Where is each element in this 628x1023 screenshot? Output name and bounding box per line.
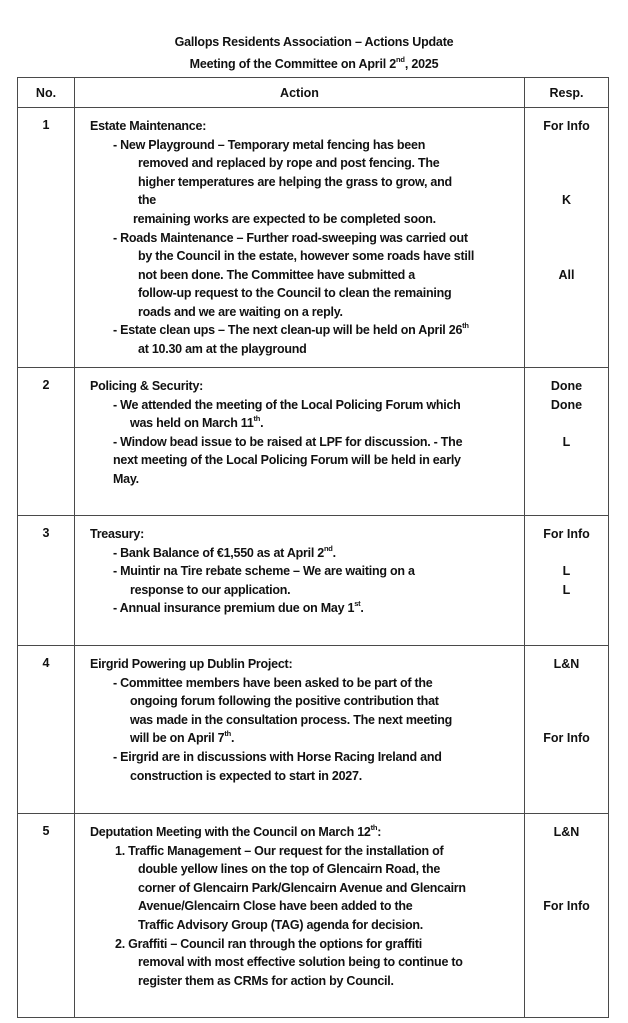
resp-cell: [525, 814, 609, 1018]
action-line: at 10.30 am at the playground: [138, 342, 307, 356]
resp-value: Done: [550, 398, 583, 412]
ordinal-sup: th: [224, 728, 231, 738]
action-line: - New Playground – Temporary metal fencing has been: [113, 138, 426, 152]
action-heading: Treasury:: [90, 527, 145, 541]
resp-value: For Info: [543, 899, 590, 913]
row-number-text: 2: [42, 378, 50, 392]
table-row: [18, 108, 609, 368]
meeting-subtitle: [0, 54, 628, 71]
action-line-text: - Annual insurance premium due on May 1: [113, 601, 355, 615]
punctuation: .: [360, 601, 364, 615]
punctuation: .: [230, 731, 235, 745]
row-number-text: 4: [42, 656, 50, 670]
action-cell: [75, 368, 525, 516]
action-line: not been done. The Committee have submitted a: [138, 268, 415, 282]
action-line: - We attended the meeting of the Local Policing Forum which: [113, 398, 461, 412]
resp-cell: [525, 108, 609, 368]
ordinal-sup: st: [354, 598, 361, 608]
punctuation: .: [260, 416, 264, 430]
action-line: follow-up request to the Council to clean the remaining: [138, 286, 452, 300]
action-line: - Eirgrid are in discussions with Horse Racing Ireland and: [113, 750, 442, 764]
row-number: [18, 814, 75, 1018]
resp-value: L&N: [553, 825, 580, 839]
action-line: remaining works are expected to be completed soon.: [133, 212, 436, 226]
row-number: [18, 108, 75, 368]
action-line: [130, 414, 263, 432]
action-line: roads and we are waiting on a reply.: [138, 305, 343, 319]
resp-value: L: [562, 564, 571, 578]
resp-cell: [525, 368, 609, 516]
row-number-text: 1: [42, 118, 50, 132]
action-line: next meeting of the Local Policing Forum will be held in early: [113, 453, 461, 467]
action-line: - Committee members have been asked to be part of the: [113, 676, 433, 690]
header-action: Action: [75, 78, 525, 108]
action-line: ongoing forum following the positive contribution that: [130, 694, 439, 708]
action-line: - Muintir na Tire rebate scheme – We are waiting on a: [113, 564, 415, 578]
heading-text: Deputation Meeting with the Council on March 12: [90, 825, 371, 839]
action-line: [113, 599, 364, 617]
action-line-text: was held on March 11: [130, 416, 254, 430]
action-line: response to our application.: [130, 583, 291, 597]
resp-value: For Info: [543, 731, 590, 745]
header-resp: Resp.: [525, 78, 609, 108]
resp-value: Done: [550, 379, 583, 393]
action-line: higher temperatures are helping the grass to grow, and: [138, 175, 452, 189]
table-row: [18, 646, 609, 814]
actions-table: [17, 77, 609, 1018]
resp-cell: [525, 516, 609, 646]
action-line-text: will be on April 7: [130, 731, 225, 745]
action-line: Avenue/Glencairn Close have been added to the: [138, 899, 413, 913]
header-no: No.: [18, 78, 75, 108]
punctuation: .: [332, 546, 336, 560]
ordinal-sup: th: [462, 320, 469, 330]
table-row: [18, 368, 609, 516]
action-line: was made in the consultation process. The next meeting: [130, 713, 452, 727]
action-line: removed and replaced by rope and post fencing. The: [138, 156, 440, 170]
action-line: [113, 321, 469, 339]
row-number: [18, 516, 75, 646]
action-line: [130, 729, 234, 747]
ordinal-sup: th: [370, 822, 378, 832]
action-cell: [75, 108, 525, 368]
action-heading: Eirgrid Powering up Dublin Project:: [90, 657, 293, 671]
resp-value: All: [558, 268, 575, 282]
action-heading: Estate Maintenance:: [90, 119, 207, 133]
action-line: removal with most effective solution being to continue to: [138, 955, 463, 969]
action-line-text: - Bank Balance of €1,550 as at April 2: [113, 546, 324, 560]
action-cell: [75, 814, 525, 1018]
subtitle-text: Meeting of the Committee on April 2: [189, 57, 397, 71]
action-cell: [75, 516, 525, 646]
table-row: [18, 814, 609, 1018]
document-title: Gallops Residents Association – Actions Update: [174, 35, 454, 49]
resp-value: L&N: [553, 657, 580, 671]
action-line: - Window bead issue to be raised at LPF for discussion. - The: [113, 435, 463, 449]
table-row: [18, 516, 609, 646]
action-line: construction is expected to start in 2027.: [130, 769, 362, 783]
ordinal-sup: th: [253, 413, 261, 423]
action-line: - Roads Maintenance – Further road-sweeping was carried out: [113, 231, 468, 245]
row-number-text: 5: [42, 824, 50, 838]
action-line: the: [138, 193, 156, 207]
subtitle-sup: nd: [396, 54, 405, 64]
action-line: 1. Traffic Management – Our request for the installation of: [115, 844, 444, 858]
action-line: May.: [113, 472, 139, 486]
action-line: corner of Glencairn Park/Glencairn Avenue and Glencairn: [138, 881, 466, 895]
resp-value: For Info: [543, 119, 590, 133]
subtitle-year: , 2025: [404, 57, 439, 71]
resp-value: K: [561, 193, 572, 207]
action-line: double yellow lines on the top of Glencairn Road, the: [138, 862, 441, 876]
action-heading: Policing & Security:: [90, 379, 204, 393]
table-header-row: [18, 78, 609, 108]
action-line: register them as CRMs for action by Council.: [138, 974, 394, 988]
action-heading: [90, 823, 381, 841]
ordinal-sup: nd: [323, 543, 333, 553]
resp-cell: [525, 646, 609, 814]
action-line: 2. Graffiti – Council ran through the options for graffiti: [115, 937, 423, 951]
resp-value: L: [562, 583, 571, 597]
row-number: [18, 368, 75, 516]
row-number: [18, 646, 75, 814]
resp-value: L: [562, 435, 571, 449]
action-line-text: - Estate clean ups – The next clean-up will be held on April 26: [113, 323, 463, 337]
action-line: [113, 544, 336, 562]
action-cell: [75, 646, 525, 814]
row-number-text: 3: [42, 526, 50, 540]
action-line: Traffic Advisory Group (TAG) agenda for decision.: [138, 918, 424, 932]
punctuation: :: [377, 825, 382, 839]
action-line: by the Council in the estate, however some roads have still: [138, 249, 475, 263]
resp-value: For Info: [543, 527, 590, 541]
